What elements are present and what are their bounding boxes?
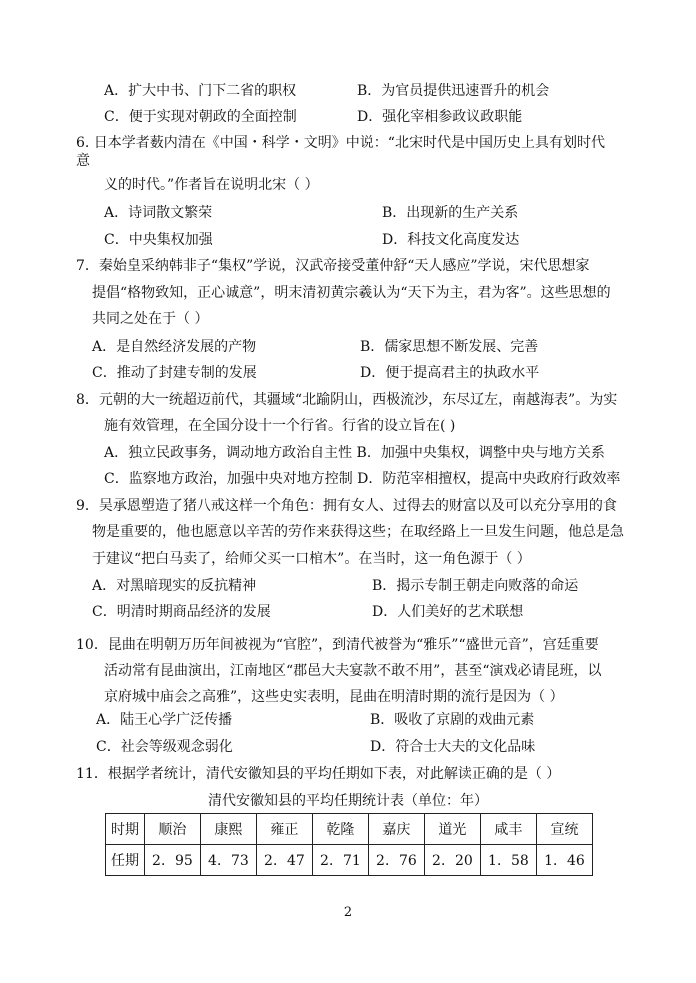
q11-stem: 11．根据学者统计，清代安徽知县的平均任期如下表，对此解读正确的是（ ） [76,766,561,782]
table-row [106,845,593,876]
q9-stem-line-2: 物是重要的，他也愿意以辛苦的劳作来获得这些；在取经路上一旦发生问题，他总是急 [92,524,624,540]
page-number: 2 [343,905,353,920]
q8-stem-line-1: 8．元朝的大一统超迈前代，其疆域“北踰阴山，西极流沙，东尽辽左，南越海表”。为实 [76,392,618,408]
q7-stem-line-1: 7．秦始皇采纳韩非子“集权”学说，汉武帝接受董仲舒“天人感应”学说，宋代思想家 [76,258,590,274]
table-header-cell: 雍正 [256,814,312,845]
table-header-cell: 道光 [424,814,480,845]
q10-option-b: B．吸收了京剧的戏曲元素 [370,712,535,728]
table-cell: 任期 [106,845,145,876]
table-header-row [106,814,593,845]
q9-stem-line-3: 于建议“把白马卖了，给师父买一口棺木”。在当时，这一角色源于（ ） [92,551,531,567]
q9-option-c: C．明清时期商品经济的发展 [92,604,271,620]
q6-option-a: A．诗词散文繁荣 [104,205,213,221]
q7-option-b: B．儒家思想不断发展、完善 [360,339,539,355]
table-cell: 2．20 [424,845,480,876]
q6-option-d: D．科技文化高度发达 [382,232,520,248]
q6-option-b: B．出现新的生产关系 [382,205,519,221]
q7-stem-line-2: 提倡“格物致知，正心诚意”，明末清初黄宗羲认为“天下为主，君为客”。这些思想的 [92,285,611,301]
q5-option-c: C．便于实现对朝政的全面控制 [104,109,297,125]
table-header-cell: 咸丰 [480,814,536,845]
q10-option-a: A．陆王心学广泛传播 [96,712,233,728]
table-header-cell: 宣统 [536,814,592,845]
table-header-cell: 康熙 [200,814,256,845]
q9-option-b: B．揭示专制王朝走向败落的命运 [372,578,579,594]
table-header-cell: 乾隆 [312,814,368,845]
table-header-cell: 时期 [106,814,145,845]
table-cell: 4．73 [200,845,256,876]
q8-stem-line-2: 施有效管理，在全国分设十一个行省。行省的设立旨在( ) [104,418,456,434]
q6-stem-line-1: 6. 日本学者薮内清在《中国・科学・文明》中说：“北宋时代是中国历史上具有划时代 [76,135,605,151]
q9-stem-line-1: 9．吴承恩塑造了猪八戒这样一个角色：拥有女人、过得去的财富以及可以充分享用的食 [76,498,617,514]
tenure-table [105,813,593,876]
table-header-cell: 嘉庆 [368,814,424,845]
q6-stem-line-2: 意 [76,153,90,169]
table-cell: 1．46 [536,845,592,876]
q7-option-d: D．便于提高君主的执政水平 [360,365,540,381]
q7-option-c: C．推动了封建专制的发展 [92,365,257,381]
q8-options-row-2: C．监察地方政治，加强中央对地方控制 D．防范宰相擅权，提高中央政府行政效率 [104,471,621,487]
table-header-cell: 顺治 [144,814,200,845]
q10-option-d: D．符合士大夫的文化品味 [370,739,536,755]
q9-option-d: D．人们美好的艺术联想 [372,604,524,620]
table-cell: 2．95 [144,845,200,876]
q10-stem-line-1: 10．昆曲在明朝万历年间被视为“官腔”，到清代被誉为“雅乐”“盛世元音”，宫廷重要 [76,637,599,653]
q7-stem-line-3: 共同之处在于（ ） [92,311,209,327]
q6-option-c: C．中央集权加强 [104,232,213,248]
q10-stem-line-3: 京府城中庙会之高雅”，这些史实表明，昆曲在明清时期的流行是因为（ ） [104,689,564,705]
q7-option-a: A．是自然经济发展的产物 [92,339,257,355]
q6-stem-line-3: 义的时代。”作者旨在说明北宋（ ） [104,177,319,193]
q5-option-d: D．强化宰相参政议政职能 [357,109,523,125]
q5-option-b: B．为官员提供迅速晋升的机会 [357,83,550,99]
table-cell: 2．76 [368,845,424,876]
table-cell: 1．58 [480,845,536,876]
table-cell: 2．47 [256,845,312,876]
q9-option-a: A．对黑暗现实的反抗精神 [92,578,257,594]
q8-options-row-1: A．独立民政事务，调动地方政治自主性 B．加强中央集权，调整中央与地方关系 [104,445,605,461]
table-cell: 2．71 [312,845,368,876]
q10-stem-line-2: 活动常有昆曲演出，江南地区“郡邑大夫宴款不敢不用”，甚至“演戏必请昆班，以 [104,663,602,679]
table-caption: 清代安徽知县的平均任期统计表（单位：年） [208,793,488,809]
q5-option-a: A．扩大中书、门下二省的职权 [104,83,297,99]
q10-option-c: C．社会等级观念弱化 [96,739,233,755]
